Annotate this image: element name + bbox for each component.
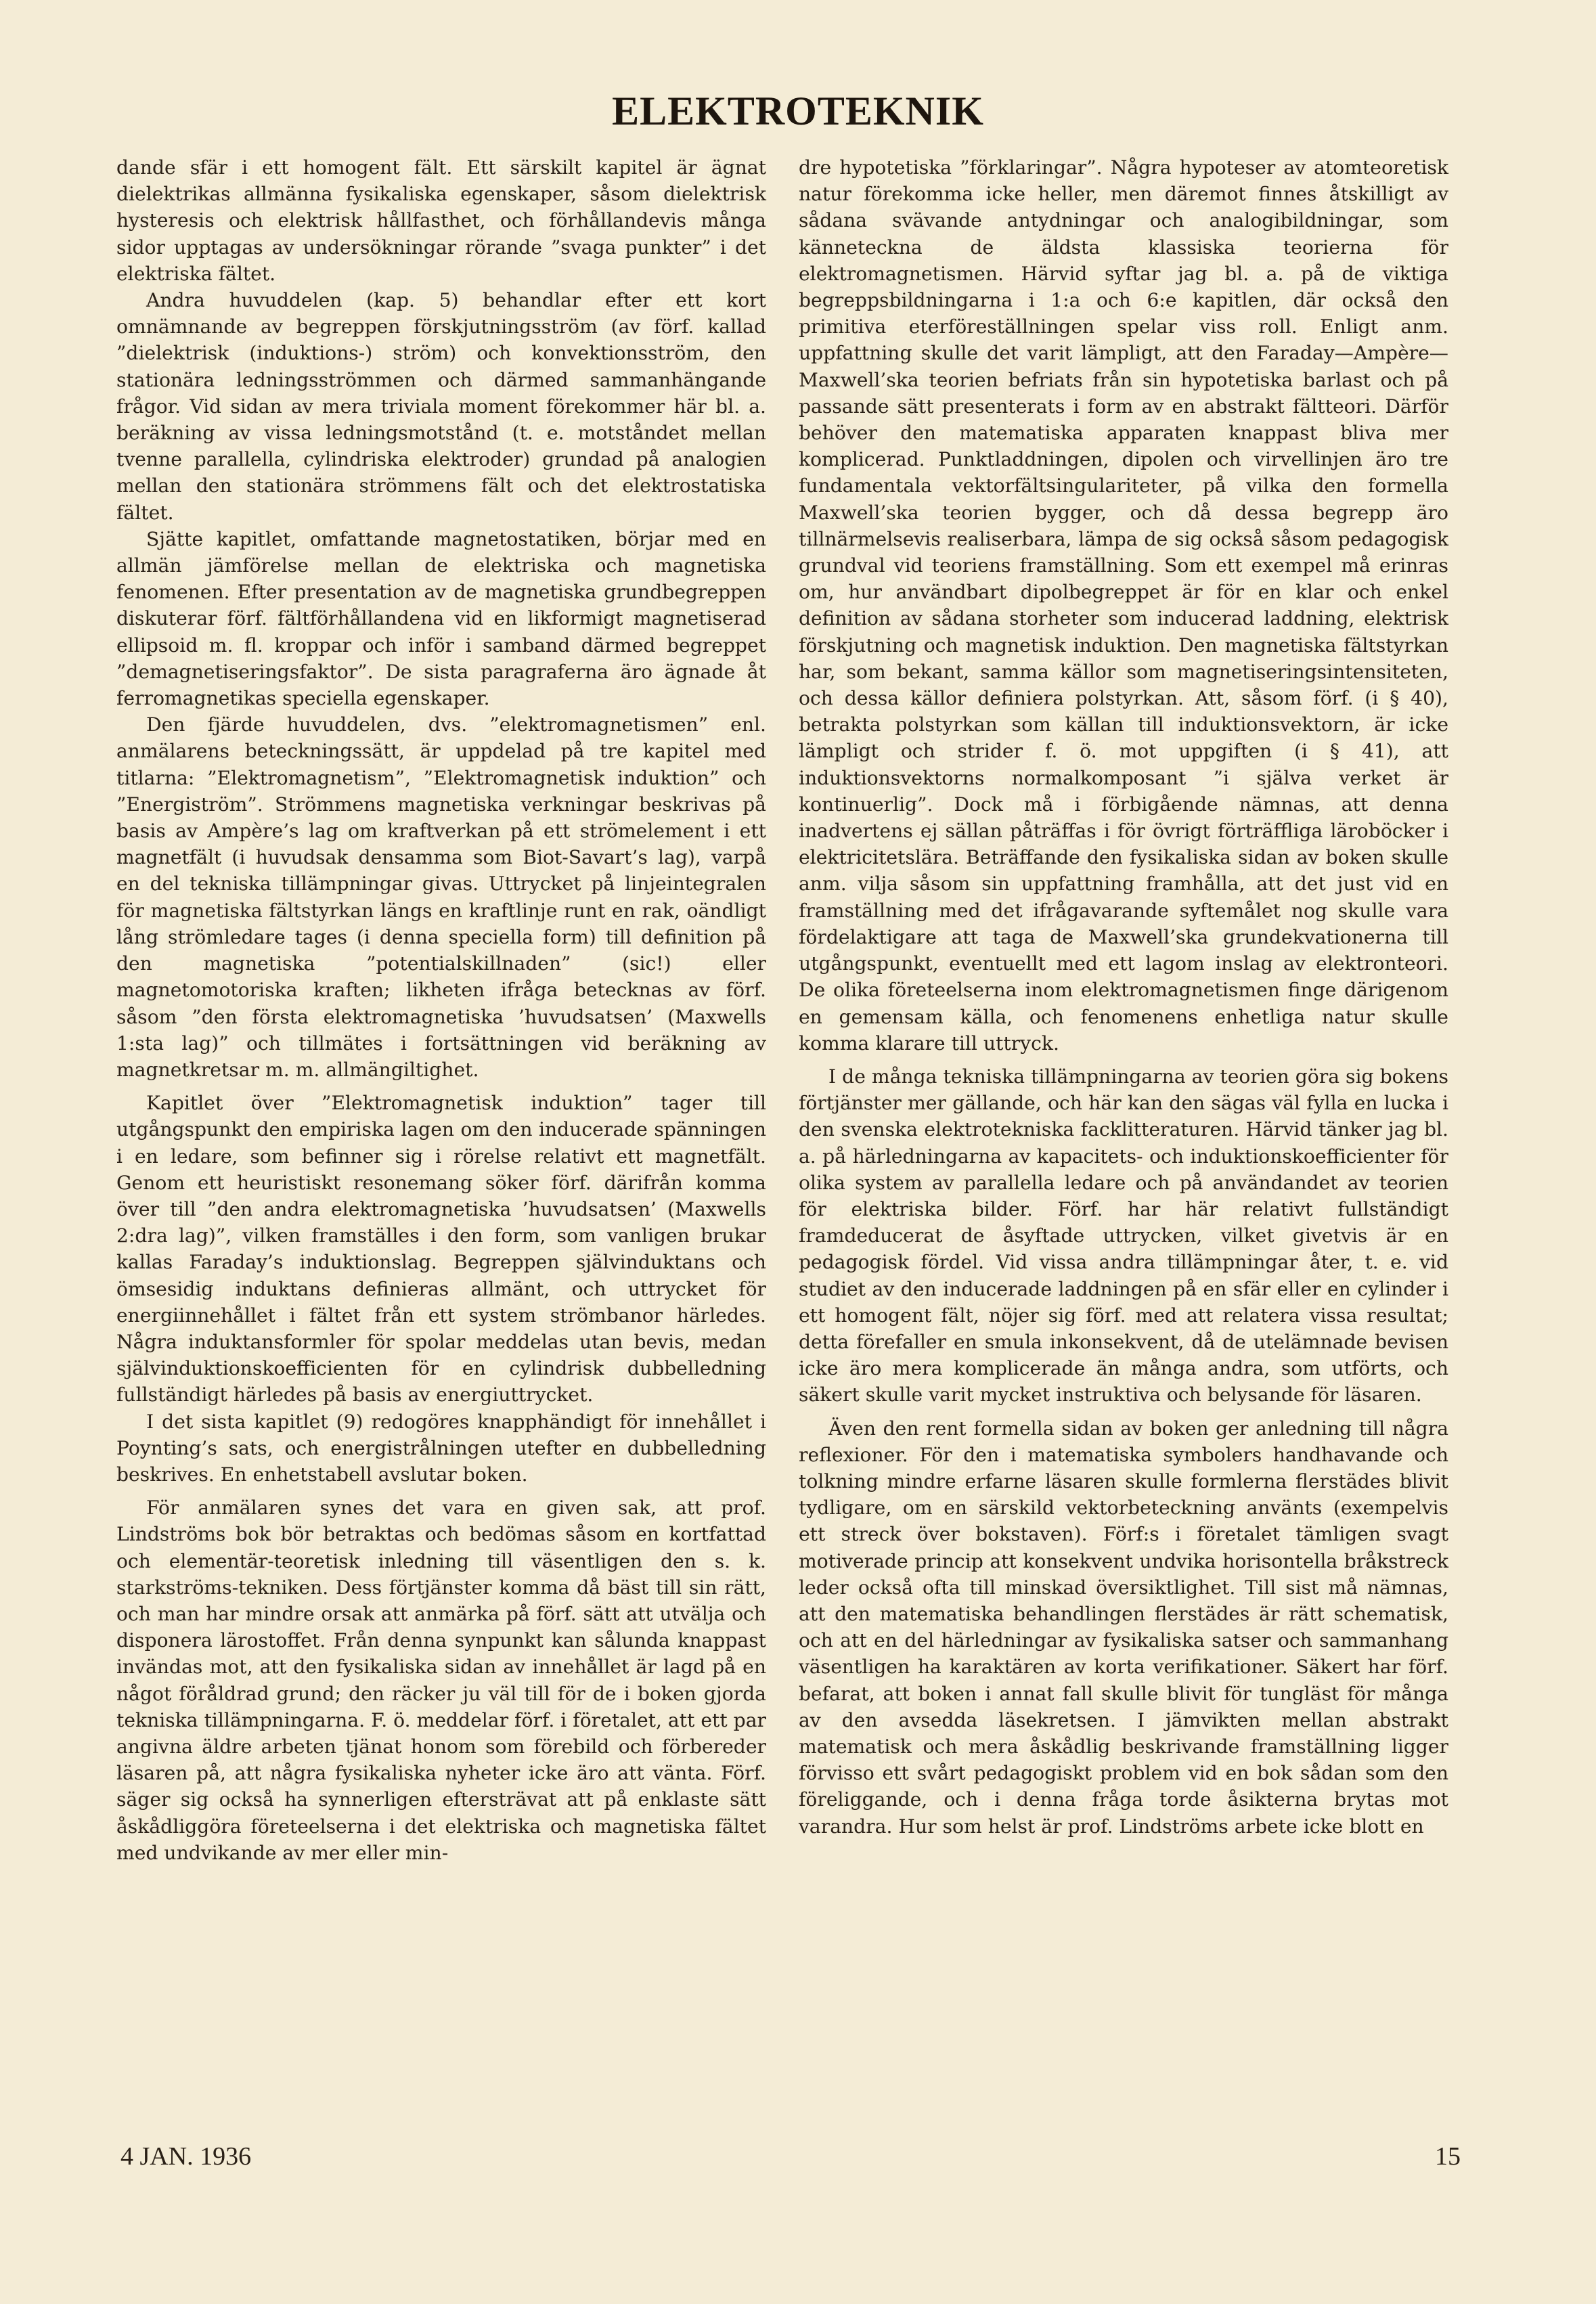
paragraph: Den fjärde huvuddelen, dvs. ”elektromagnetismen” enl. anmälarens beteckningssätt, är uppdelad på tre kapitel med titlarna: ”Elektromagnetism”, ”Elektromagnetisk induktion” och ”Energiström”. Strömmens magnetiska verkningar beskrivas på basis av Ampère’s lag om kraftverkan på ett strömelement i ett magnetfält (i huvudsak densamma som Biot-Savart’s lag), varpå en del tekniska tillämpningar givas. Uttrycket på linjeintegralen för magnetiska fältstyrkan längs en kraftlinje runt en rak, oändligt lång strömledare tages (i denna speciella form) till definition på den magnetiska ”potentialskillnaden” (sic!) eller magnetomotoriska kraften; likheten ifråga betecknas av förf. såsom ”den första elektromagnetiska ’huvudsatsen’ (Maxwells 1:sta lag)” och tillmätes i fortsättningen vid beräkning av magnetkretsar m. m. allmängiltighet. bbox=[116, 713, 766, 1081]
issue-date: 4 JAN. 1936 bbox=[120, 2142, 252, 2171]
paragraph: I de många tekniska tillämpningarna av teorien göra sig bokens förtjänster mer gällande, och här kan den sägas väl fylla en lucka i den svenska elektrotekniska facklitteraturen. Härvid tänker jag bl. a. på härledningarna av kapacitets- och induktionskoefficienter för olika system av parallella ledare och på användandet av teorien för elektriska bilder. Förf. har här relativt fullständigt framdeducerat de åsyftade uttrycken, vilket givetvis är en pedagogisk fördel. Vid vissa andra tillämpningar åter, t. e. vid studiet av den inducerade laddningen på en sfär eller en cylinder i ett homogent fält, nöjer sig förf. med att relatera vissa resultat; detta förefaller en smula inkonsekvent, då de utelämnade bevisen icke äro mera komplicerade än många andra, som utförts, och säkert skulle varit mycket instruktiva och belysande för läsaren. bbox=[799, 1065, 1448, 1406]
paragraph: I det sista kapitlet (9) redogöres knapphändigt för innehållet i Poynting’s sats, och energistrålningen utefter en dubbelledning beskrives. En enhetstabell avslutar boken. bbox=[116, 1410, 766, 1486]
text-column-left bbox=[116, 154, 766, 1866]
paragraph: Andra huvuddelen (kap. 5) behandlar efter ett kort omnämnande av begreppen förskjutningsström (av förf. kallad ”dielektrisk (induktions-) ström) och konvektionsström, den stationära ledningsströmmen och därmed sammanhängande frågor. Vid sidan av mera triviala moment förekommer här bl. a. beräkning av vissa ledningsmotstånd (t. e. motståndet mellan tvenne parallella, cylindriska elektroder) grundad på analogien mellan den stationära strömmens fält och det elektrostatiska fältet. bbox=[116, 289, 766, 524]
paragraph: Kapitlet över ”Elektromagnetisk induktion” tager till utgångspunkt den empiriska lagen om den inducerade spänningen i en ledare, som befinner sig i rörelse relativt ett magnetfält. Genom ett heuristiskt resonemang söker förf. därifrån komma över till ”den andra elektromagnetiska ’huvudsatsen’ (Maxwells 2:dra lag)”, vilken framställes i den form, som vanligen brukar kallas Faraday’s induktionslag. Begreppen självinduktans och ömsesidig induktans definieras allmänt, och uttrycket för energiinnehållet i fältet från ett system strömbanor härledes. Några induktansformler för spolar meddelas utan bevis, medan självinduktionskoefficienten för en cylindrisk dubbelledning fullständigt härledes på basis av energiuttrycket. bbox=[116, 1092, 766, 1406]
paragraph: Sjätte kapitlet, omfattande magnetostatiken, börjar med en allmän jämförelse mellan de elektriska och magnetiska fenomenen. Efter presentation av de magnetiska grundbegreppen diskuterar förf. fältförhållandena vid en likformigt magnetiserad ellipsoid m. fl. kroppar och inför i samband därmed begreppet ”demagnetiseringsfaktor”. De sista paragraferna äro ägnade åt ferromagnetikas speciella egenskaper. bbox=[116, 527, 766, 710]
paragraph: dre hypotetiska ”förklaringar”. Några hypoteser av atomteoretisk natur förekomma icke heller, men däremot finnes åtskilligt av sådana svävande antydningar och analogibildningar, som kännetecknа de äldsta klassiska teorierna för elektromagnetismen. Härvid syftar jag bl. a. på de viktiga begreppsbildningarna i 1:a och 6:e kapitlen, där också den primitiva eterföreställningen spelar viss roll. Enligt anm. uppfattning skulle det varit lämpligt, att den Faraday—Ampère—Maxwell’ska teorien befriats från sin hypotetiska barlast och på passande sätt presenterats i form av en abstrakt fältteori. Därför behöver den matematiska apparaten knappast bliva mer komplicerad. Punktladdningen, dipolen och virvellinjen äro tre fundamentala vektorfältsingulariteter, på vilka den formella Maxwell’ska teorien bygger, och då dessa begrepp äro tillnärmelsevis realiserbara, lämpa de sig också såsom pedagogisk grundval vid teoriens framställning. Som ett exempel må erinras om, hur användbart dipolbegreppet är för en klar och enkel definition av sådana storheter som inducerad laddning, elektrisk förskjutning och magnetisk induktion. Den magnetiska fältstyrkan har, som bekant, samma källor som magnetiseringsintensiteten, och dessa källor definiera polstyrkan. Att, såsom förf. (i § 40), betrakta polstyrkan som källan till induktionsvektorn, är icke lämpligt och strider f. ö. mot uppgiften (i § 41), att induktionsvektorns normalkomposant ”i själva verket är kontinuerlig”. Dock må i förbigående nämnas, att denna inadvertens ej sällan påträffas i för övrigt förträffliga läroböcker i elektricitetslära. Beträffande den fysikaliska sidan av boken skulle anm. vilja såsom sin uppfattning framhålla, att det just vid en framställning med det ifrågavarande syftemålet nog skulle vara fördelaktigare att taga de Maxwell’ska grundekvationerna till utgångspunkt, eventuellt med ett lagom inslag av elektronteori. De olika företeelserna inom elektromagnetismen finge därigenom en gemensam källa, och fenomenens enhetliga natur skulle komma klarare till uttryck. bbox=[799, 156, 1448, 1055]
paragraph: För anmälaren synes det vara en given sak, att prof. Lindströms bok bör betraktas och bedömas såsom en kortfattad och elementär-teoretisk inledning till väsentligen den s. k. starkströms-tekniken. Dess förtjänster komma då bäst till sin rätt, och man har mindre orsak att anmärka på förf. sätt att utvälja och disponera lärostoffet. Från denna synpunkt kan sålunda knappast invändas mot, att den fysikaliska sidan av innehållet är lagd på en något föråldrad grund; den räcker ju väl till för de i boken gjorda tekniska tillämpningarna. F. ö. meddelar förf. i företalet, att ett par angivna äldre arbeten tjänat honom som förebild och förbereder läsaren på, att några fysikaliska nyheter icke äro att vänta. Förf. säger sig också ha synnerligen eftersträvat att på enklaste sätt åskådliggöra företeelserna i det elektriska och magnetiska fältet med undvikande av mer eller min- bbox=[116, 1497, 766, 1864]
page-number: 15 bbox=[1435, 2142, 1461, 2171]
paragraph: dande sfär i ett homogent fält. Ett särskilt kapitel är ägnat dielektrikas allmänna fysikaliska egenskaper, såsom dielektrisk hysteresis och elektrisk hållfasthet, och förhållandevis många sidor upptagas av undersökningar rörande ”svaga punkter” i det elektriska fältet. bbox=[116, 156, 766, 285]
text-column-right bbox=[799, 154, 1448, 1840]
page-title: ELEKTROTEKNIK bbox=[612, 89, 984, 133]
paragraph: Även den rent formella sidan av boken ger anledning till några reflexioner. För den i matematiska symbolers handhavande och tolkning mindre erfarne läsaren skulle formlerna flerstädes blivit tydligare, om en särskild vektorbeteckning använts (exempelvis ett streck över bokstaven). Förf:s i företalet tämligen svagt motiverade princip att konsekvent undvika horisontella bråkstreck leder också ofta till minskad översiktlighet. Till sist må nämnas, att den matematiska behandlingen flerstädes är rätt schematisk, och att en del härledningar av fysikaliska satser och sammanhang väsentligen ha karaktären av korta verifikationer. Säkert har förf. befarat, att boken i annat fall skulle blivit för tungläst för många av den avsedda läsekretsen. I jämvikten mellan abstrakt matematisk och mera åskådlig beskrivande framställning ligger förvisso ett svårt pedagogiskt problem vid en bok sådan som den föreliggande, och i denna fråga torde åsikterna brytas mot varandra. Hur som helst är prof. Lindströms arbete icke blott en bbox=[799, 1417, 1448, 1838]
